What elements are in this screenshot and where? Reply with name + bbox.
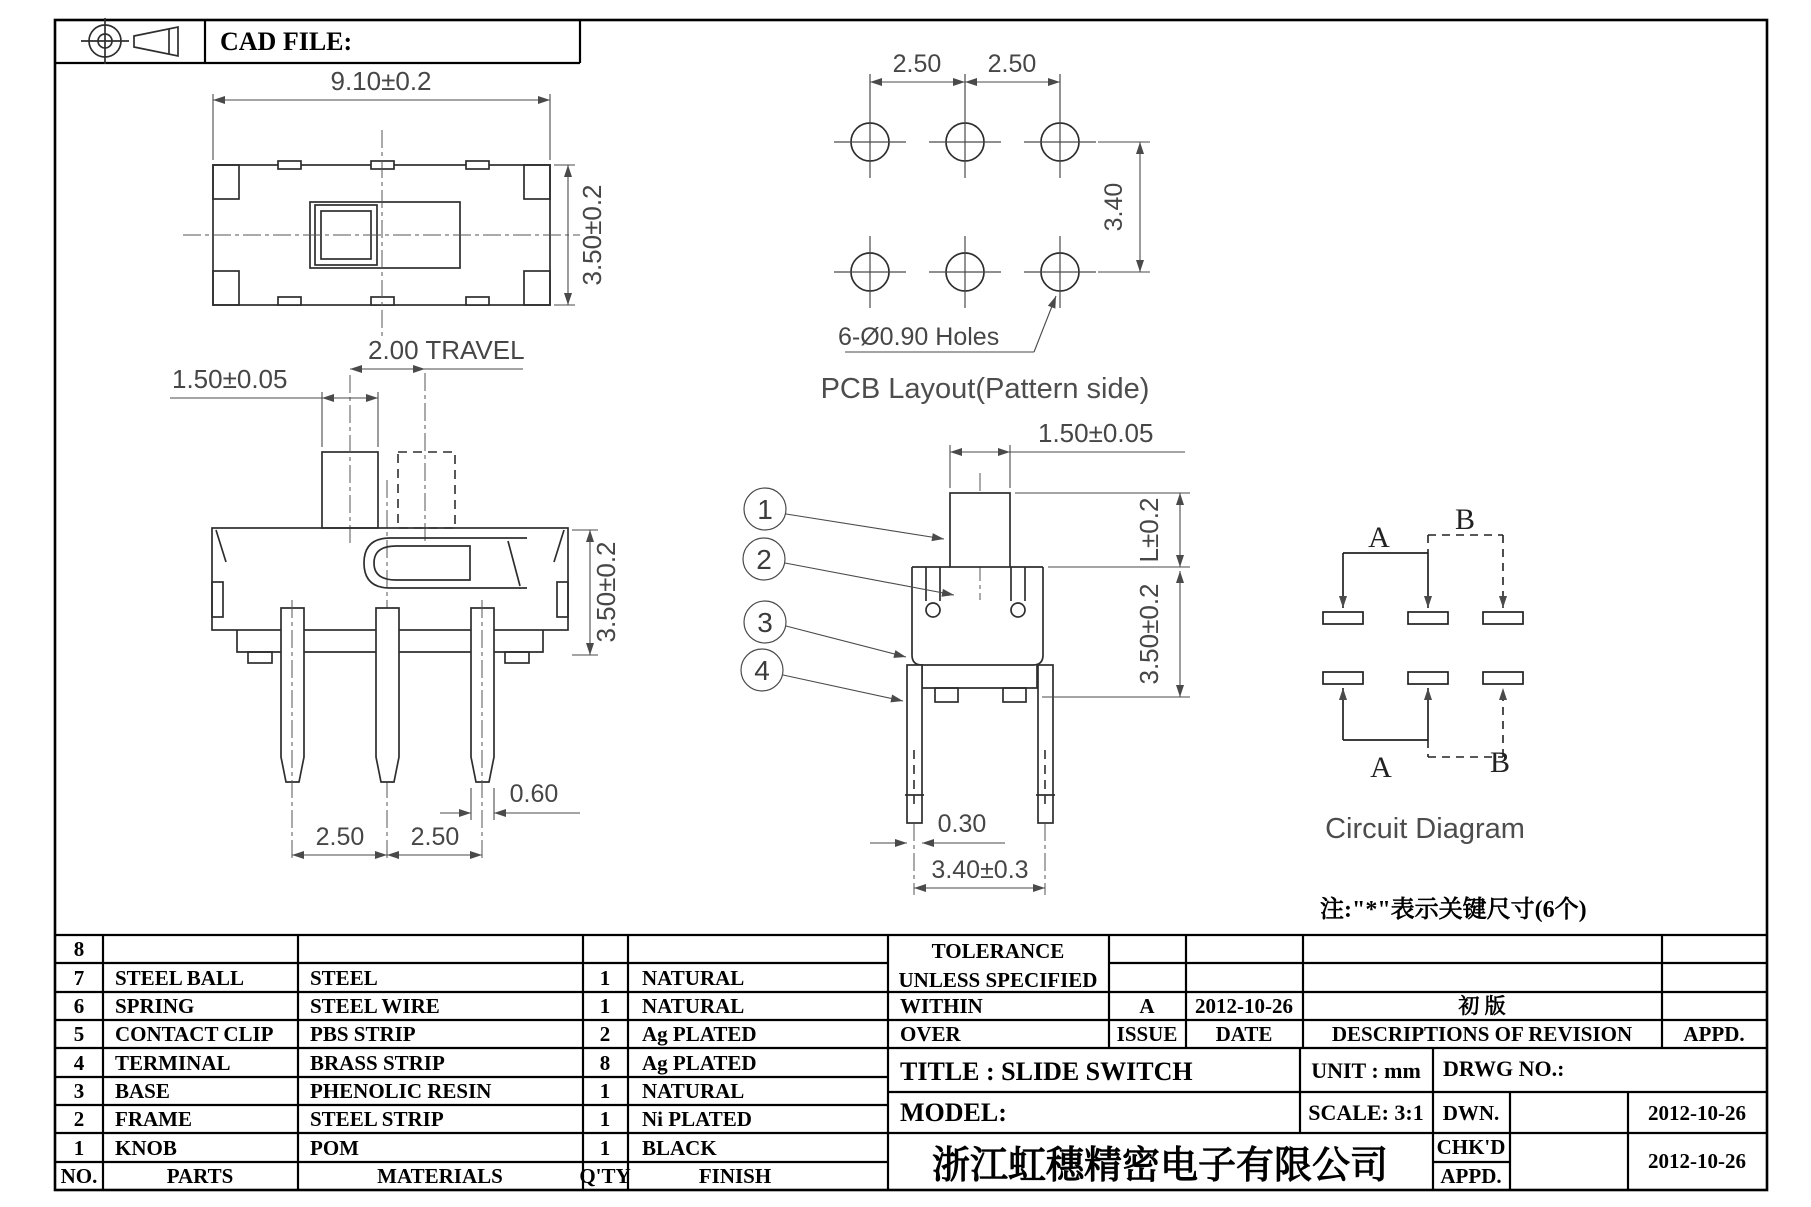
cad-file-label: CAD FILE:	[220, 27, 353, 56]
side-view	[741, 418, 1190, 895]
pcb-caption: PCB Layout(Pattern side)	[820, 373, 1150, 405]
title-block	[899, 939, 1746, 1188]
over-label: OVER	[900, 1022, 961, 1046]
drwg-no-label: DRWG NO.:	[1443, 1056, 1565, 1081]
model-label: MODEL:	[900, 1098, 1007, 1127]
header-finish: FINISH	[698, 1164, 772, 1188]
row-finish: NATURAL	[642, 1079, 745, 1103]
dim-front-knob-width: 1.50±0.05	[172, 364, 288, 394]
dim-side-pin-span: 3.40±0.3	[931, 856, 1029, 884]
pcb-holes-label: 6-Ø0.90 Holes	[838, 323, 1000, 351]
row-finish: BLACK	[642, 1136, 717, 1160]
row-material: STEEL	[310, 966, 378, 990]
callout-4-number: 4	[754, 655, 770, 686]
dim-pcb-row-pitch: 3.40	[1100, 182, 1128, 232]
chkd-date: 2012-10-26	[1648, 1149, 1746, 1173]
chkd-label: CHK'D	[1436, 1135, 1506, 1159]
row-finish: Ag PLATED	[642, 1051, 757, 1075]
row-material: POM	[310, 1136, 359, 1160]
circuit-diagram	[1323, 503, 1525, 845]
dim-top-height: 3.50±0.2	[577, 184, 607, 286]
row-part: SPRING	[115, 994, 195, 1018]
callout-1	[744, 488, 944, 539]
callout-2-number: 2	[756, 544, 772, 575]
row-qty: 1	[599, 1079, 611, 1103]
row-qty: 8	[599, 1051, 611, 1075]
row-qty: 1	[599, 966, 611, 990]
pcb-layout-view	[821, 50, 1150, 405]
row-material: STEEL STRIP	[310, 1107, 444, 1131]
appd-label: APPD.	[1440, 1164, 1502, 1188]
dim-side-knob-height: L±0.2	[1134, 497, 1164, 563]
row-part: FRAME	[115, 1107, 192, 1131]
header-no: NO.	[60, 1164, 98, 1188]
within-label: WITHIN	[900, 994, 983, 1018]
dwn-label: DWN.	[1442, 1101, 1500, 1125]
row-finish: Ag PLATED	[642, 1022, 757, 1046]
row-material: PBS STRIP	[310, 1022, 416, 1046]
descriptions-label: DESCRIPTIONS OF REVISION	[1331, 1022, 1633, 1046]
projection-symbol-icon	[81, 18, 178, 64]
header-qty: Q'TY	[579, 1164, 631, 1188]
row-qty: 1	[599, 1107, 611, 1131]
row-finish: Ni PLATED	[642, 1107, 752, 1131]
appd-col-label: APPD.	[1683, 1022, 1745, 1046]
unit-value: UNIT : mm	[1311, 1058, 1421, 1083]
issue-label: ISSUE	[1116, 1022, 1178, 1046]
row-finish: NATURAL	[642, 966, 745, 990]
row-no: 7	[73, 966, 85, 990]
dim-side-pin-thickness: 0.30	[937, 810, 987, 838]
callout-3-number: 3	[757, 607, 773, 638]
row-no: 6	[73, 994, 85, 1018]
scale-value: SCALE: 3:1	[1308, 1100, 1424, 1125]
row-no: 8	[73, 937, 85, 961]
callout-1-number: 1	[757, 494, 773, 525]
title-value: TITLE : SLIDE SWITCH	[900, 1057, 1193, 1086]
tolerance-line1: TOLERANCE	[931, 939, 1065, 963]
row-finish: NATURAL	[642, 994, 745, 1018]
circuit-label-b-top: B	[1454, 503, 1476, 536]
row-qty: 1	[599, 994, 611, 1018]
key-dimension-note: 注:"*"表示关键尺寸(6个)	[1320, 897, 1587, 923]
dwn-date: 2012-10-26	[1648, 1101, 1746, 1125]
row-qty: 2	[599, 1022, 611, 1046]
circuit-caption: Circuit Diagram	[1325, 813, 1525, 845]
row-part: KNOB	[115, 1136, 177, 1160]
dim-front-pitch1: 2.50	[315, 823, 365, 851]
row-no: 4	[73, 1051, 85, 1075]
row-no: 2	[73, 1107, 85, 1131]
row-qty: 1	[599, 1136, 611, 1160]
row-no: 3	[73, 1079, 85, 1103]
dim-pcb-pitch1: 2.50	[892, 50, 942, 78]
dim-front-pin-width: 0.60	[509, 780, 559, 808]
circuit-label-a-bottom: A	[1370, 751, 1392, 784]
row-part: CONTACT CLIP	[115, 1022, 274, 1046]
top-view	[183, 66, 607, 340]
dim-pcb-pitch2: 2.50	[987, 50, 1037, 78]
callout-3	[744, 601, 906, 657]
row-material: STEEL WIRE	[310, 994, 440, 1018]
row-material: PHENOLIC RESIN	[310, 1079, 492, 1103]
header-parts: PARTS	[166, 1164, 234, 1188]
row-part: TERMINAL	[115, 1051, 231, 1075]
tolerance-line2: UNLESS SPECIFIED	[898, 968, 1098, 992]
row-material: BRASS STRIP	[310, 1051, 445, 1075]
dim-top-width: 9.10±0.2	[330, 66, 432, 96]
circuit-label-b-bottom: B	[1489, 746, 1511, 779]
rev-date-value: 2012-10-26	[1195, 994, 1293, 1018]
dim-side-knob-width: 1.50±0.05	[1038, 418, 1154, 448]
date-label: DATE	[1215, 1022, 1273, 1046]
company-name: 浙江虹穗精密电子有限公司	[931, 1145, 1389, 1187]
dim-front-height: 3.50±0.2	[591, 541, 621, 643]
header-materials: MATERIALS	[377, 1164, 503, 1188]
row-part: STEEL BALL	[115, 966, 244, 990]
callout-4	[741, 649, 903, 701]
dim-front-travel: 2.00 TRAVEL	[368, 335, 525, 365]
row-no: 1	[73, 1136, 85, 1160]
dim-side-height: 3.50±0.2	[1134, 583, 1164, 685]
row-no: 5	[73, 1022, 85, 1046]
circuit-label-a-top: A	[1368, 521, 1390, 554]
rev-desc-value: 初 版	[1458, 994, 1506, 1018]
dim-front-pitch2: 2.50	[410, 823, 460, 851]
row-part: BASE	[115, 1079, 170, 1103]
pcb-holes	[834, 74, 1096, 308]
rev-issue-value: A	[1139, 994, 1155, 1018]
parts-table	[61, 937, 772, 1188]
front-view	[170, 335, 621, 860]
